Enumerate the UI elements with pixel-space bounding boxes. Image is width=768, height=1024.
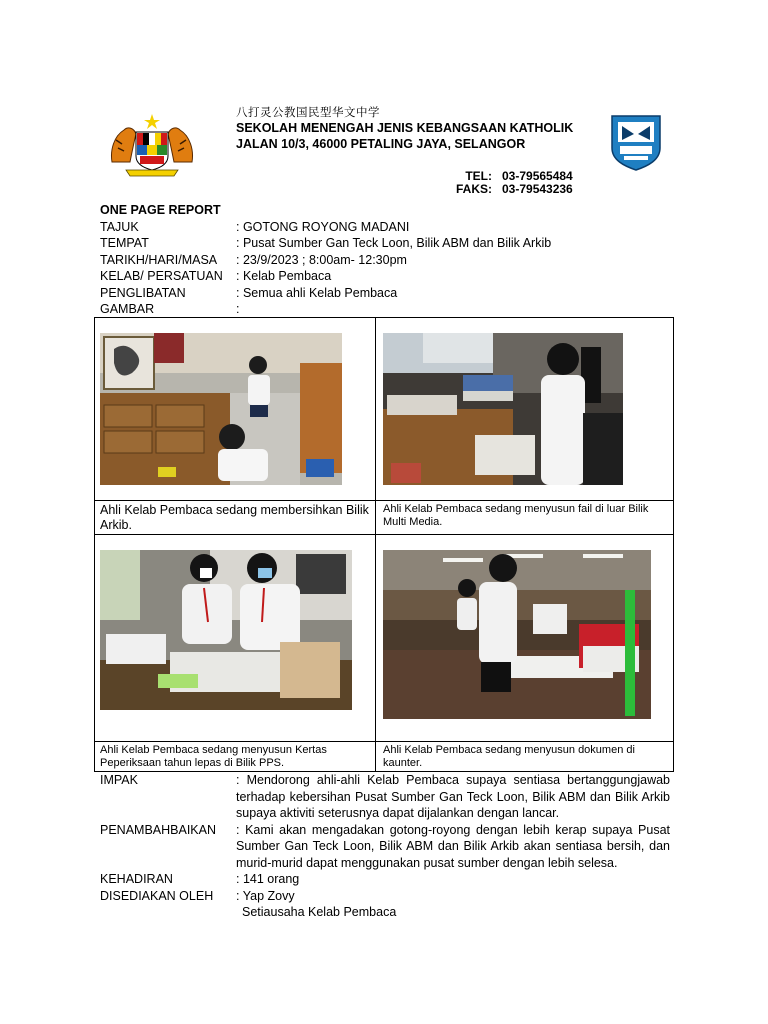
field-label: TAJUK	[100, 219, 139, 234]
field-row	[100, 219, 551, 236]
kehadiran-text: : 141 orang	[236, 872, 300, 886]
photo-multimedia-room	[383, 333, 623, 485]
field-row	[100, 252, 551, 269]
field-row	[100, 235, 551, 252]
penambahbaikan-text: : Kami akan mengadakan gotong-royong dengan lebih kerap supaya Pusat Sumber Gan Teck Loon, Bilik ABM dan Bilik Arkib akan sentiasa bersih, dan murid-murid dapat menggunakan pusat sumber dengan lebih selesa.	[236, 822, 670, 870]
disediakan-text: : Yap Zovy	[236, 888, 295, 903]
tel-number: 03-79565484	[502, 169, 573, 183]
report-title: ONE PAGE REPORT	[100, 203, 221, 217]
school-address: JALAN 10/3, 46000 PETALING JAYA, SELANGOR	[236, 137, 526, 151]
photo-caption: Ahli Kelab Pembaca sedang menyusun fail di luar Bilik Multi Media.	[383, 503, 649, 528]
report-info	[100, 202, 551, 318]
school-badge-logo	[606, 112, 666, 172]
field-value: : 23/9/2023 ; 8:00am- 12:30pm	[236, 252, 407, 267]
table-divider	[94, 500, 674, 501]
field-value: : GOTONG ROYONG MADANI	[236, 219, 410, 234]
field-value: : Semua ahli Kelab Pembaca	[236, 285, 398, 300]
field-label: KELAB/ PERSATUAN	[100, 269, 223, 283]
summary-row	[100, 904, 670, 921]
photo-caption: Ahli Kelab Pembaca sedang menyusun dokumen di kaunter.	[383, 744, 635, 769]
summary-row	[100, 871, 670, 888]
summary-row	[100, 888, 670, 905]
field-value: : Kelab Pembaca	[236, 269, 332, 283]
field-value: :	[236, 302, 240, 316]
table-divider	[375, 317, 376, 772]
disediakan-label: DISEDIAKAN OLEH	[100, 888, 214, 903]
contact-block	[452, 170, 573, 196]
penambahbaikan-label: PENAMBAHBAIKAN	[100, 822, 217, 837]
photo-caption: Ahli Kelab Pembaca sedang menyusun Kertas Peperiksaan tahun lepas di Bilik PPS.	[100, 744, 327, 769]
photo-counter	[383, 550, 651, 719]
tel-label: TEL:	[465, 169, 492, 183]
field-row	[100, 301, 551, 318]
field-row	[100, 268, 551, 285]
photo-archive-room	[100, 333, 342, 485]
fax-label: FAKS:	[456, 182, 492, 196]
photo-pps-room	[100, 550, 352, 710]
summary-row	[100, 772, 670, 822]
impak-label: IMPAK	[100, 773, 138, 787]
summary-row	[100, 822, 670, 872]
field-value: : Pusat Sumber Gan Teck Loon, Bilik ABM dan Bilik Arkib	[236, 236, 552, 250]
report-summary	[100, 772, 670, 921]
malaysia-coat-of-arms-logo	[108, 112, 196, 178]
school-name-chinese: 八打灵公教国民型华文中学	[236, 105, 380, 119]
field-label: TEMPAT	[100, 236, 149, 250]
field-label: PENGLIBATAN	[100, 285, 186, 300]
impak-text: : Mendorong ahli-ahli Kelab Pembaca supaya sentiasa bertanggungjawab terhadap kebersihan Pusat Sumber Gan Teck Loon, Bilik ABM dan Bilik Arkib supaya aktiviti seterusnya dapat dijalankan dengan lancar.	[236, 773, 670, 820]
field-label: TARIKH/HARI/MASA	[100, 252, 218, 267]
field-label: GAMBAR	[100, 302, 155, 316]
kehadiran-label: KEHADIRAN	[100, 872, 173, 886]
school-name: SEKOLAH MENENGAH JENIS KEBANGSAAN KATHOLIK	[236, 121, 574, 135]
field-row	[100, 285, 551, 302]
table-divider	[94, 534, 674, 535]
photo-caption: Ahli Kelab Pembaca sedang membersihkan Bilik Arkib.	[100, 503, 369, 532]
table-divider	[94, 741, 674, 742]
jawatan-text: Setiausaha Kelab Pembaca	[242, 905, 397, 919]
fax-number: 03-79543236	[502, 182, 573, 196]
